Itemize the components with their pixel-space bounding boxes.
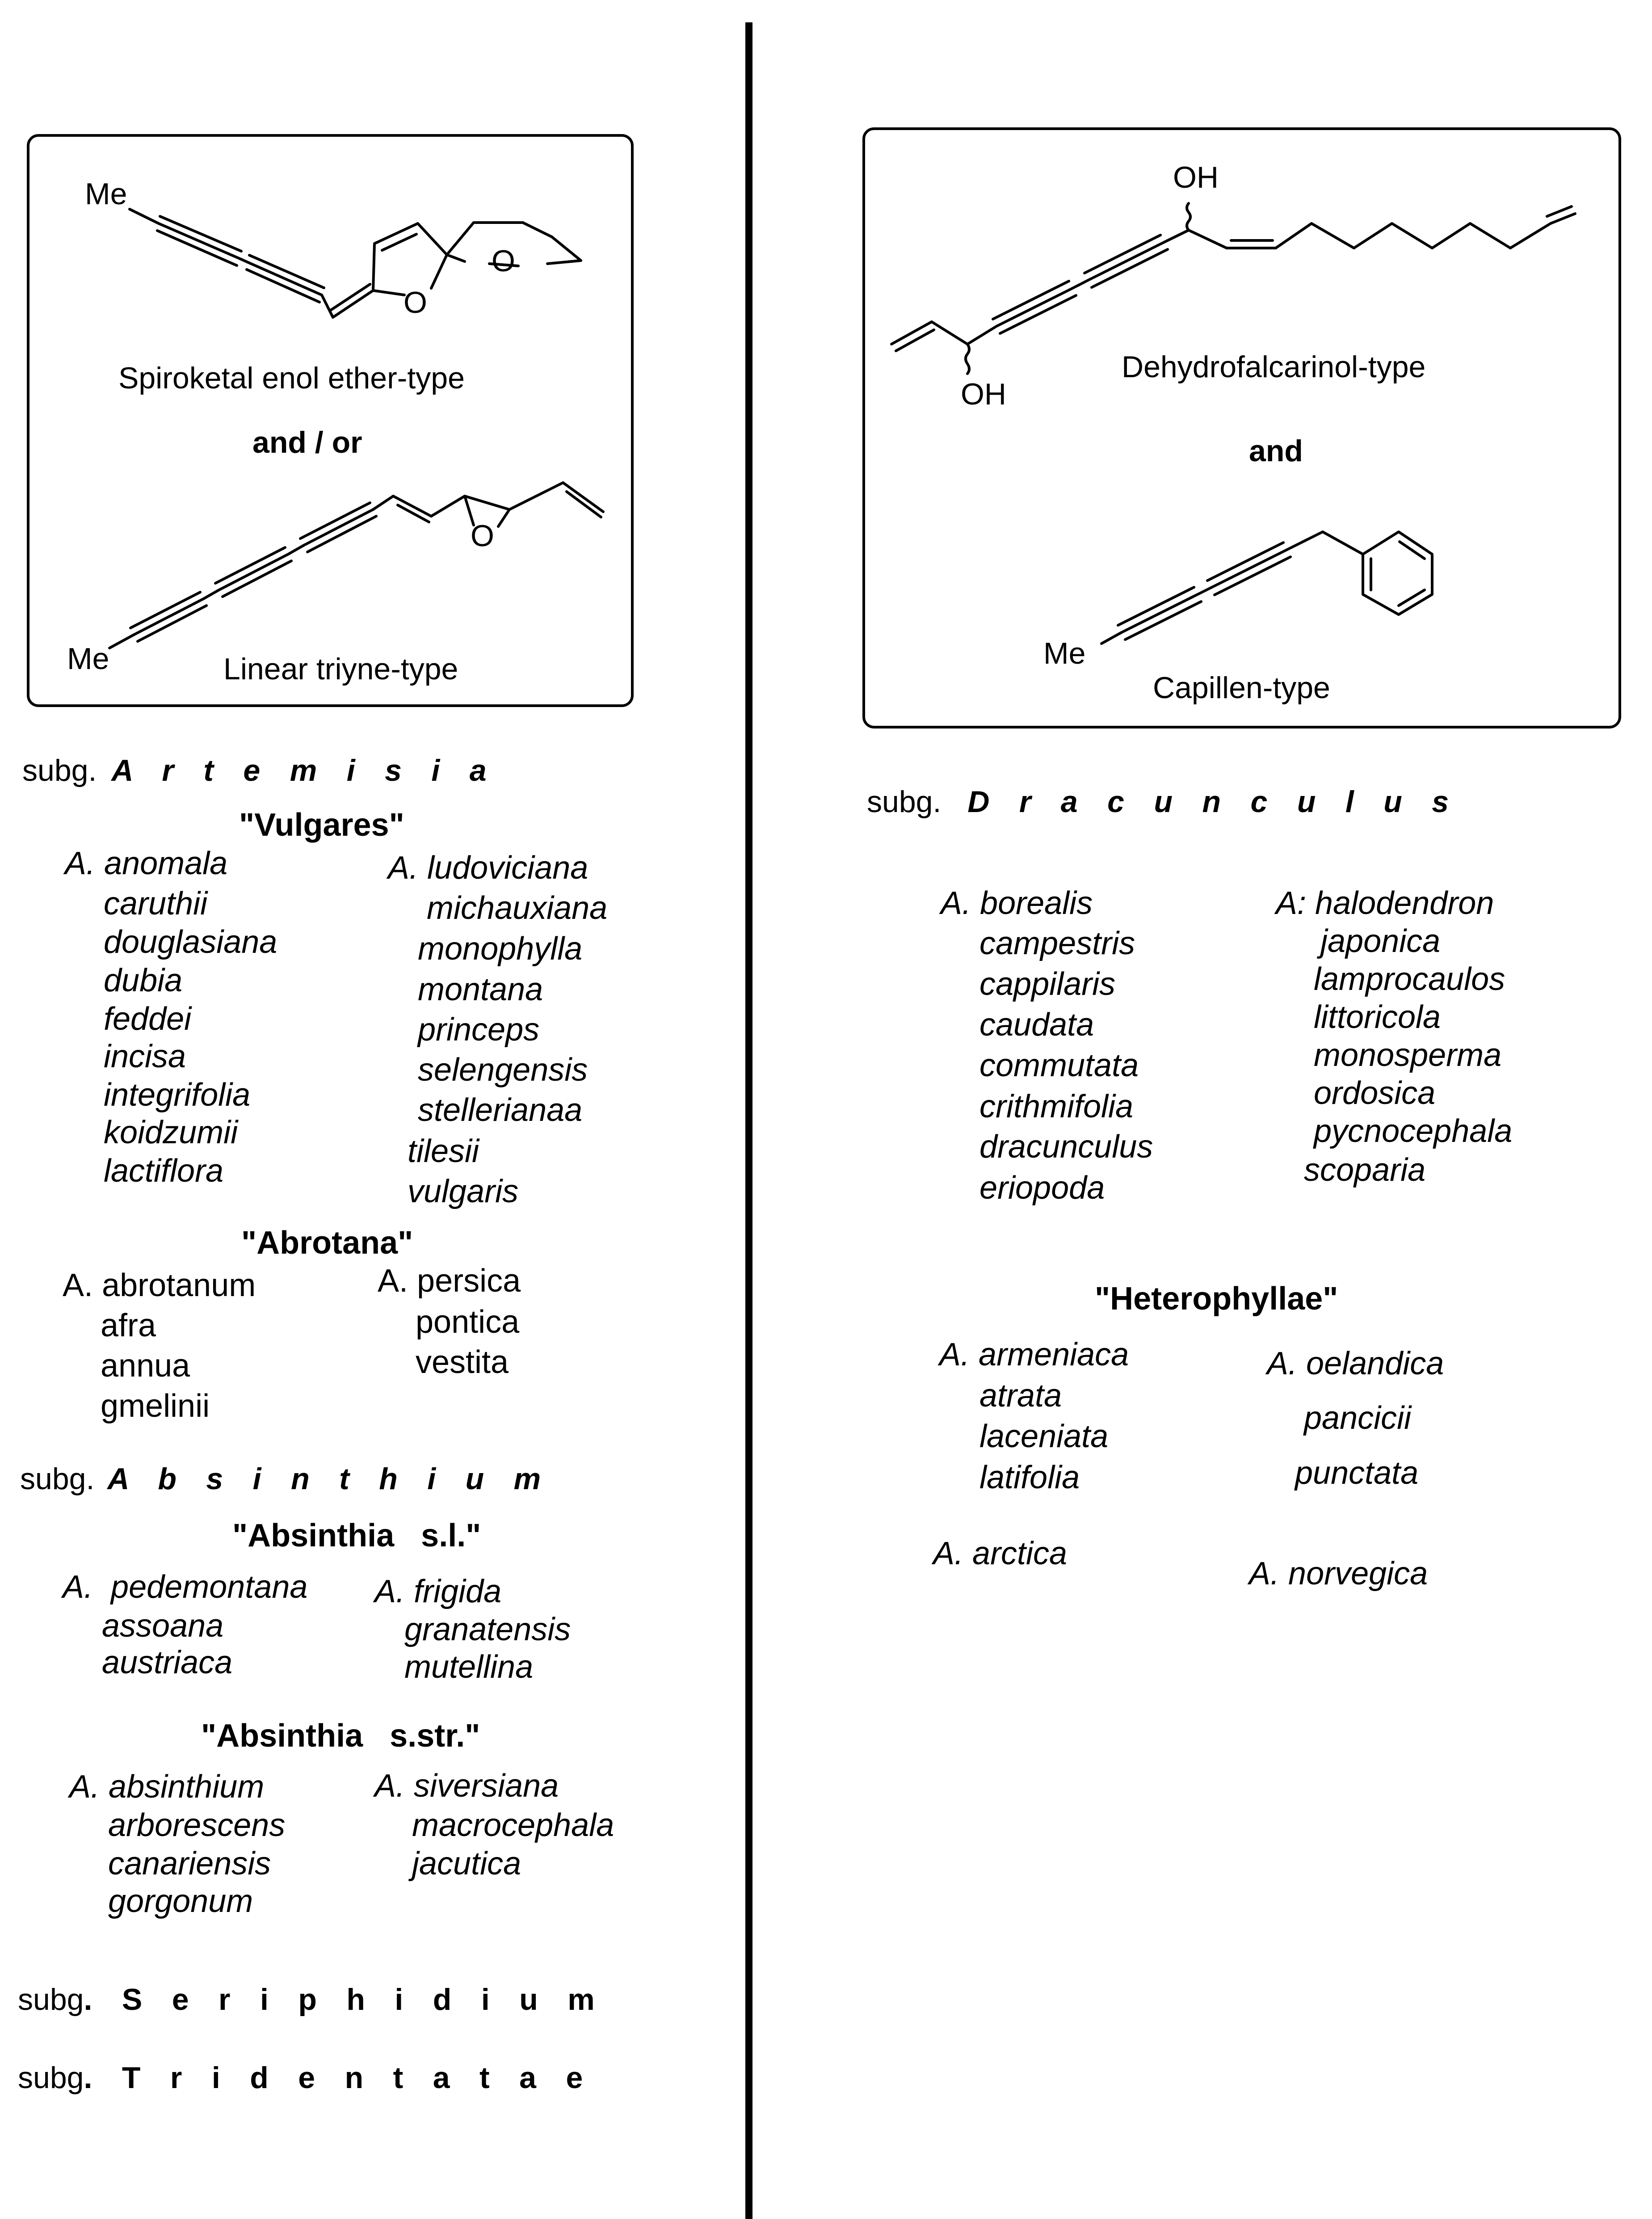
me-label-3: Me xyxy=(1043,636,1086,670)
artemisia-name: A r t e m i s i a xyxy=(111,754,497,787)
list-item: montana xyxy=(418,972,543,1007)
me-label-2: Me xyxy=(67,642,109,676)
list-item: granatensis xyxy=(404,1612,571,1647)
vulgares-title: "Vulgares" xyxy=(239,807,404,843)
list-item: crithmifolia xyxy=(979,1089,1134,1124)
list-item: eriopoda xyxy=(979,1170,1105,1206)
list-item: A. anomala xyxy=(65,846,228,881)
seriphidium-prefix: subg xyxy=(18,1983,84,2017)
list-item: douglasiana xyxy=(104,924,277,960)
dracunculus-name: D r a c u n c u l u s xyxy=(967,785,1459,819)
list-item: incisa xyxy=(104,1039,186,1074)
list-item: campestris xyxy=(979,926,1135,961)
list-item: pycnocephala xyxy=(1314,1113,1513,1149)
list-item: caruthii xyxy=(104,886,208,922)
list-item: A. frigida xyxy=(374,1574,502,1609)
abrotana-title: "Abrotana" xyxy=(241,1225,413,1261)
list-item: A. oelandica xyxy=(1267,1346,1444,1381)
arctica-label: A. arctica xyxy=(933,1536,1068,1571)
list-item: commutata xyxy=(979,1048,1139,1083)
oh-bottom-label: OH xyxy=(961,377,1006,411)
list-item: vulgaris xyxy=(408,1174,519,1209)
and-or-label: and / or xyxy=(252,425,362,459)
artemisia-prefix: subg. xyxy=(22,754,97,787)
list-item: punctata xyxy=(1295,1455,1419,1491)
list-item: michauxiana xyxy=(427,890,608,926)
oxygen-label-3: O xyxy=(471,519,494,553)
oxygen-label-1: O xyxy=(404,286,427,320)
list-item: integrifolia xyxy=(104,1077,251,1113)
and-label: and xyxy=(1249,434,1303,468)
list-item: monosperma xyxy=(1314,1037,1502,1073)
list-item: dubia xyxy=(104,963,183,998)
oxygen-label-2: O xyxy=(492,244,515,278)
artemisia-heading xyxy=(22,755,497,786)
heterophyllae-title: "Heterophyllae" xyxy=(1095,1281,1338,1317)
absinthium-heading xyxy=(20,1464,551,1494)
list-item: annua xyxy=(101,1348,190,1384)
list-item: canariensis xyxy=(108,1846,271,1882)
list-item: A. absinthium xyxy=(69,1769,265,1805)
list-item: A. pedemontana xyxy=(63,1569,308,1605)
absinthia-sl-title: "Absinthia s.l." xyxy=(232,1518,481,1554)
list-item: gmelinii xyxy=(101,1388,210,1424)
list-item: lactiflora xyxy=(104,1153,224,1189)
list-item: pontica xyxy=(416,1304,520,1340)
seriphidium-name: . S e r i p h i d i u m xyxy=(84,1983,605,2017)
list-item: koidzumii xyxy=(104,1115,238,1150)
list-item: stellerianaa xyxy=(418,1092,583,1128)
list-item: japonica xyxy=(1320,923,1441,959)
list-item: tilesii xyxy=(408,1133,479,1169)
oh-top-label: OH xyxy=(1173,160,1219,194)
list-item: A. ludoviciana xyxy=(388,850,588,886)
list-item: laceniata xyxy=(979,1419,1109,1454)
triyne-type-label: Linear triyne-type xyxy=(223,652,458,686)
list-item: assoana xyxy=(102,1608,224,1644)
tridentatae-prefix: subg xyxy=(18,2061,84,2095)
list-item: macrocephala xyxy=(412,1807,614,1843)
list-item: vestita xyxy=(416,1344,509,1380)
list-item: A. persica xyxy=(378,1263,521,1299)
list-item: selengensis xyxy=(418,1052,588,1088)
list-item: atrata xyxy=(979,1378,1062,1414)
list-item: pancicii xyxy=(1304,1400,1412,1436)
tridentatae-heading xyxy=(18,2063,593,2093)
tridentatae-name: . T r i d e n t a t a e xyxy=(84,2061,594,2095)
list-item: A. abrotanum xyxy=(63,1267,256,1303)
dracunculus-heading xyxy=(867,787,1459,817)
dehydrofalcarinol-type-label: Dehydrofalcarinol-type xyxy=(1122,350,1426,384)
right-structure-box xyxy=(862,127,1621,728)
norvegica-label: A. norvegica xyxy=(1249,1556,1428,1592)
list-item: caudata xyxy=(979,1007,1094,1043)
list-item: A: halodendron xyxy=(1276,885,1494,921)
list-item: feddei xyxy=(104,1001,192,1037)
dracunculus-prefix: subg. xyxy=(867,785,942,819)
list-item: princeps xyxy=(418,1012,540,1048)
capillen-type-label: Capillen-type xyxy=(1153,671,1330,705)
list-item: mutellina xyxy=(404,1649,534,1685)
list-item: latifolia xyxy=(979,1460,1080,1495)
list-item: afra xyxy=(101,1308,156,1343)
list-item: cappilaris xyxy=(979,966,1116,1002)
list-item: monophylla xyxy=(418,931,583,967)
list-item: gorgonum xyxy=(108,1883,253,1919)
list-item: A. armeniaca xyxy=(939,1337,1129,1373)
vertical-divider xyxy=(745,22,752,2219)
absinthia-sstr-title: "Absinthia s.str." xyxy=(201,1718,480,1754)
list-item: ordosica xyxy=(1314,1075,1436,1111)
list-item: A. borealis xyxy=(941,885,1093,921)
list-item: littoricola xyxy=(1314,999,1441,1035)
absinthium-name: A b s i n t h i u m xyxy=(107,1462,551,1496)
me-label-1: Me xyxy=(85,177,127,211)
seriphidium-heading xyxy=(18,1984,605,2015)
list-item: jacutica xyxy=(412,1846,521,1882)
left-structure-box xyxy=(27,134,634,707)
list-item: dracunculus xyxy=(979,1129,1153,1165)
absinthium-prefix: subg. xyxy=(20,1462,95,1496)
list-item: A. siversiana xyxy=(374,1768,559,1804)
list-item: arborescens xyxy=(108,1807,286,1843)
list-item: scoparia xyxy=(1304,1152,1426,1188)
list-item: austriaca xyxy=(102,1645,233,1680)
spiroketal-type-label: Spiroketal enol ether-type xyxy=(118,361,465,395)
list-item: lamprocaulos xyxy=(1314,961,1505,997)
